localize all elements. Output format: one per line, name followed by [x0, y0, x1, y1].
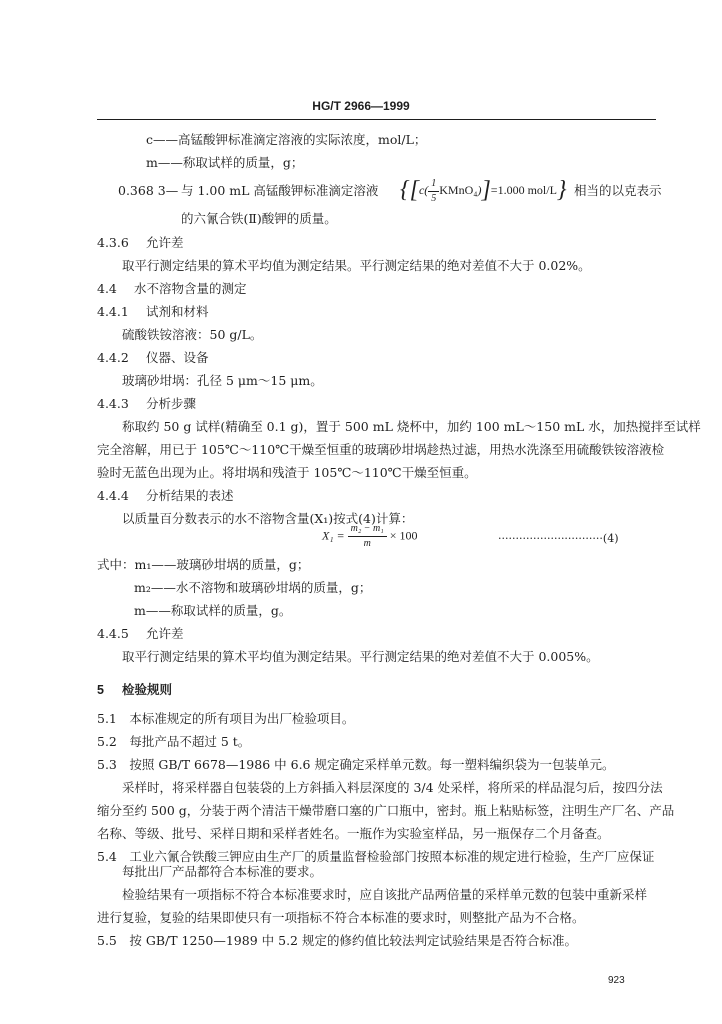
section-4-4-number: 4.4	[97, 281, 117, 296]
page-number: 923	[608, 975, 625, 986]
constant-value: 0.368 3—	[118, 183, 179, 198]
equation-4-label: ······························(4)	[498, 532, 619, 545]
section-4-4-title: 水不溶物含量的测定	[134, 281, 247, 296]
section-4-3-6-title: 允许差	[146, 235, 184, 250]
fraction: $\frac{1}{5}$	[428, 179, 439, 204]
header-rule	[97, 119, 656, 120]
constant-text-b: 相当的以克表示	[574, 183, 662, 198]
constant-text-c: 的六氰合铁(Ⅱ)酸钾的质量。	[181, 211, 337, 226]
section-4-4-4-title: 分析结果的表述	[146, 488, 234, 503]
section-4-4-5-body: 取平行测定结果的算术平均值为测定结果。平行测定结果的绝对差值不大于 0.005%。	[122, 649, 599, 664]
section-5-3-line-1: 5.3 按照 GB/T 6678—1986 中 6.6 规定确定采样单元数。每一塑料编织袋为一包装单元。	[97, 757, 615, 772]
section-5-4-line-4: 进行复验，复验的结果即使只有一项指标不符合本标准的要求时，则整批产品为不合格。	[97, 910, 585, 925]
constant-concentration: {[c( $\frac{1}{5}$ KMnO₄)]=1.000 mol/L}	[400, 177, 567, 204]
section-4-4-1-number: 4.4.1	[97, 304, 129, 319]
definition-m: m——称取试样的质量，g；	[146, 155, 304, 170]
section-4-4-2-title: 仪器、设备	[146, 350, 209, 365]
definition-c: c——高锰酸钾标准滴定溶液的实际浓度，mol/L；	[146, 132, 427, 147]
section-5-4-line-3: 检验结果有一项指标不符合本标准要求时，应自该批产品两倍量的采样单元数的包装中重新采样	[122, 887, 648, 902]
section-5-number: 5	[97, 683, 104, 697]
definition-m2: m₂——水不溶物和玻璃砂坩埚的质量，g；	[134, 580, 372, 595]
section-4-4-2-number: 4.4.2	[97, 350, 129, 365]
section-4-4-3-line-1: 称取约 50 g 试样(精确至 0.1 g)，置于 500 mL 烧杯中，加约 100 mL～150 mL 水，加热搅拌至试样	[122, 419, 701, 434]
concentration-value: =1.000 mol/L	[490, 183, 557, 197]
kmno4-formula: KMnO₄	[439, 183, 478, 197]
definition-m1: 式中：m₁——玻璃砂坩埚的质量，g；	[97, 557, 310, 572]
section-4-4-1-title: 试剂和材料	[146, 304, 209, 319]
section-4-3-6-body: 取平行测定结果的算术平均值为测定结果。平行测定结果的绝对差值不大于 0.02%。	[122, 258, 591, 273]
section-5-2: 5.2 每批产品不超过 5 t。	[97, 734, 251, 749]
section-4-4-5-number: 4.4.5	[97, 626, 129, 641]
open-brace: {[	[400, 177, 419, 203]
definition-m-b: m——称取试样的质量，g。	[134, 603, 292, 618]
section-4-4-4-number: 4.4.4	[97, 488, 129, 503]
section-5-1: 5.1 本标准规定的所有项目为出厂检验项目。	[97, 711, 355, 726]
equation-4-lhs: X₁ =	[322, 528, 345, 543]
section-5-3-line-2: 采样时，将采样器自包装袋的上方斜插入料层深度的 3/4 处采样，将所采的样品混匀后，按四分法	[122, 780, 663, 795]
section-4-4-3-line-3: 验时无蓝色出现为止。将坩埚和残渣于 105℃～110℃干燥至恒重。	[97, 465, 477, 480]
section-5-4-line-1: 5.4 工业六氰合铁酸三钾应由生产厂的质量监督检验部门按照本标准的规定进行检验，生产厂应保证	[97, 849, 655, 864]
section-5-title: 检验规则	[122, 683, 173, 697]
equation-4-fraction: $\frac{\text{m₂ − m₁}}{m}$	[348, 524, 387, 549]
section-5-3-line-4: 名称、等级、批号、采样日期和采样者姓名。一瓶作为实验室样品，另一瓶保存二个月备查。	[97, 826, 610, 841]
section-4-4-1-body: 硫酸铁铵溶液：50 g/L。	[122, 327, 263, 342]
section-4-4-2-body: 玻璃砂坩埚：孔径 5 μm～15 μm。	[122, 373, 323, 388]
section-4-4-4-intro: 以质量百分数表示的水不溶物含量(X₁)按式(4)计算：	[122, 511, 414, 526]
section-4-3-6-number: 4.3.6	[97, 235, 129, 250]
equation-4-rhs: × 100	[389, 528, 418, 543]
section-4-4-5-title: 允许差	[146, 626, 184, 641]
section-4-4-3-line-2: 完全溶解，用已于 105℃～110℃干燥至恒重的玻璃砂坩埚趁热过滤，用热水洗涤至用硫酸铁铵溶液检	[97, 442, 665, 457]
standard-code-header: HG/T 2966—1999	[312, 99, 410, 113]
constant-text-a: 与 1.00 mL 高锰酸钾标准滴定溶液	[181, 183, 379, 198]
section-5-4-line-2: 每批出厂产品都符合本标准的要求。	[122, 864, 323, 879]
section-4-4-3-number: 4.4.3	[97, 396, 129, 411]
equation-4	[322, 524, 418, 549]
section-5-5: 5.5 按 GB/T 1250—1989 中 5.2 规定的修约值比较法判定试验结果是否符合标准。	[97, 933, 577, 948]
section-4-4-3-title: 分析步骤	[146, 396, 197, 411]
close-brace: }	[556, 177, 567, 203]
section-5-3-line-3: 缩分至约 500 g，分装于两个清洁干燥带磨口塞的广口瓶中，密封。瓶上粘贴标签，注明生产厂名、产品	[97, 803, 675, 818]
concentration-symbol: c	[418, 183, 425, 197]
